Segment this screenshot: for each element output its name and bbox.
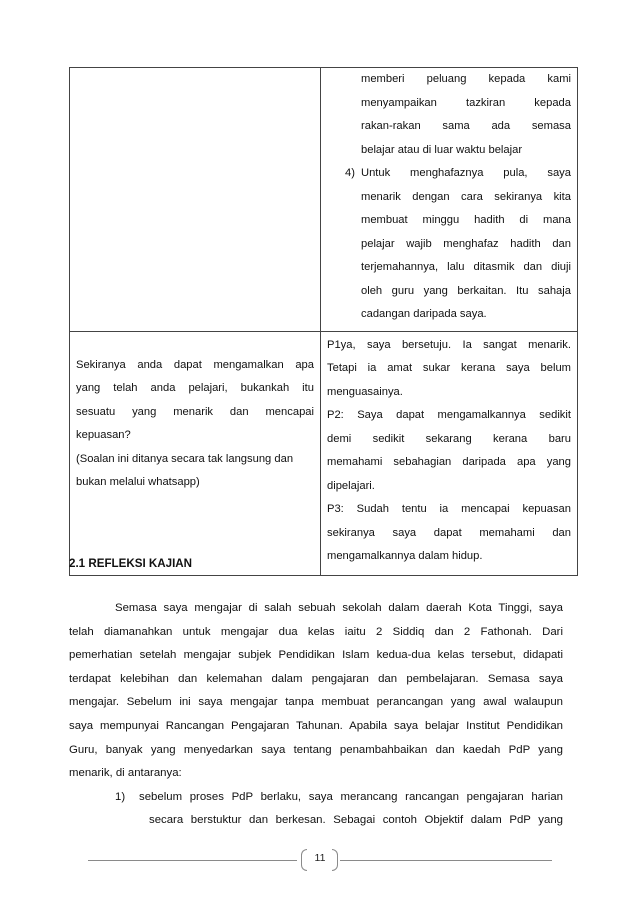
text-line: terjemahannya, lalu ditasmik dan diuji	[361, 261, 571, 273]
text-line: pelajar wajib menghafaz hadith dan	[361, 237, 571, 250]
text-line: telah diamanahkan untuk mengajar dua kelas iaitu 2 Siddiq dan 2 Fathonah. Dari	[69, 625, 563, 638]
footer-rule-left	[88, 860, 297, 861]
text-line: P1ya, saya bersetuju. Ia sangat menarik.	[327, 338, 571, 351]
text-line: bukan melalui whatsapp)	[76, 476, 200, 488]
item-text	[361, 162, 571, 327]
footer-rule-right	[340, 860, 552, 861]
text-line: pemerhatian setelah mengajar subjek Pendidikan Islam kedua-dua kelas tersebut, didapati	[69, 649, 563, 662]
table-cell-question	[70, 331, 321, 575]
text-line: Semasa saya mengajar di salah sebuah sekolah dalam daerah Kota Tinggi, saya	[115, 602, 563, 614]
page-number: 11	[314, 852, 326, 864]
text-line: terdapat kelebihan dan kelemahan dalam pengajaran dan pembelajaran. Semasa saya	[69, 672, 563, 685]
section-heading: 2.1 REFLEKSI KAJIAN	[69, 557, 193, 570]
text-line: mengajar. Sebelum ini saya mengajar tanpa membuat perancangan yang awal walaupun	[69, 696, 563, 709]
table-cell-empty	[70, 68, 321, 332]
text-line: sesuatu yang menarik dan mencapai	[76, 405, 314, 418]
footer-bracket-right	[332, 849, 338, 871]
text-line: kepuasan?	[76, 429, 131, 441]
text-line: Untuk menghafaznya pula, saya	[361, 167, 571, 179]
text-line: Sekiranya anda dapat mengamalkan apa	[76, 358, 314, 371]
text-line: menarik, di antaranya:	[69, 767, 182, 780]
text-line: belajar atau di luar waktu belajar	[361, 143, 523, 156]
item-number: 4)	[345, 167, 355, 179]
text-line: memberi peluang kepada kami	[361, 73, 571, 85]
text-line: membuat minggu hadith di mana	[361, 214, 571, 226]
interview-table	[69, 67, 578, 576]
text-line: dipelajari.	[327, 479, 375, 492]
text-line: secara berstuktur dan berkesan. Sebagai contoh Objektif dalam PdP yang	[149, 814, 563, 827]
text-line: sekiranya saya dapat memahami dan	[327, 526, 571, 539]
table-cell-answer-continued	[321, 68, 578, 332]
numbered-item-4	[321, 162, 571, 327]
text-line: yang telah anda pelajari, bukankah itu	[76, 382, 314, 394]
text-line: menguasainya.	[327, 385, 403, 398]
table-row	[70, 68, 578, 332]
text-line: saya mempunyai Rancangan Pengajaran Tahunan. Apabila saya belajar Institut Pendidikan	[69, 719, 563, 732]
text-line: demi sedikit sekarang kerana baru	[327, 432, 571, 445]
text-line: Guru, banyak yang menyedarkan saya tentang penambahbaikan dan kaedah PdP yang	[69, 743, 563, 756]
text-line: cadangan daripada saya.	[361, 308, 487, 320]
text-line: mengamalkannya dalam hidup.	[327, 550, 483, 562]
item-number: 1)	[115, 790, 126, 803]
text-line: Tetapi ia amat sukar kerana saya belum	[327, 362, 571, 374]
footer-bracket-left	[301, 849, 307, 871]
text-line: sebelum proses PdP berlaku, saya merancang rancangan pengajaran harian	[139, 790, 563, 803]
section-body	[69, 597, 563, 833]
text-line: (Soalan ini ditanya secara tak langsung dan	[76, 452, 294, 465]
table-cell-answers	[321, 331, 578, 575]
text-line: oleh guru yang berkaitan. Itu sahaja	[361, 284, 571, 297]
text-line: menyampaikan tazkiran kepada	[361, 96, 571, 109]
text-line: P2: Saya dapat mengamalkannya sedikit	[327, 409, 571, 421]
continued-item-text	[361, 68, 571, 162]
item-text	[139, 786, 563, 833]
table-row	[70, 331, 578, 575]
text-line: P3: Sudah tentu ia mencapai kepuasan	[327, 503, 571, 515]
text-line: menarik dengan cara sekiranya kita	[361, 190, 571, 203]
text-line: rakan-rakan sama ada semasa	[361, 120, 571, 132]
list-item	[115, 786, 563, 833]
text-line: memahami sebahagian daripada apa yang	[327, 456, 571, 468]
